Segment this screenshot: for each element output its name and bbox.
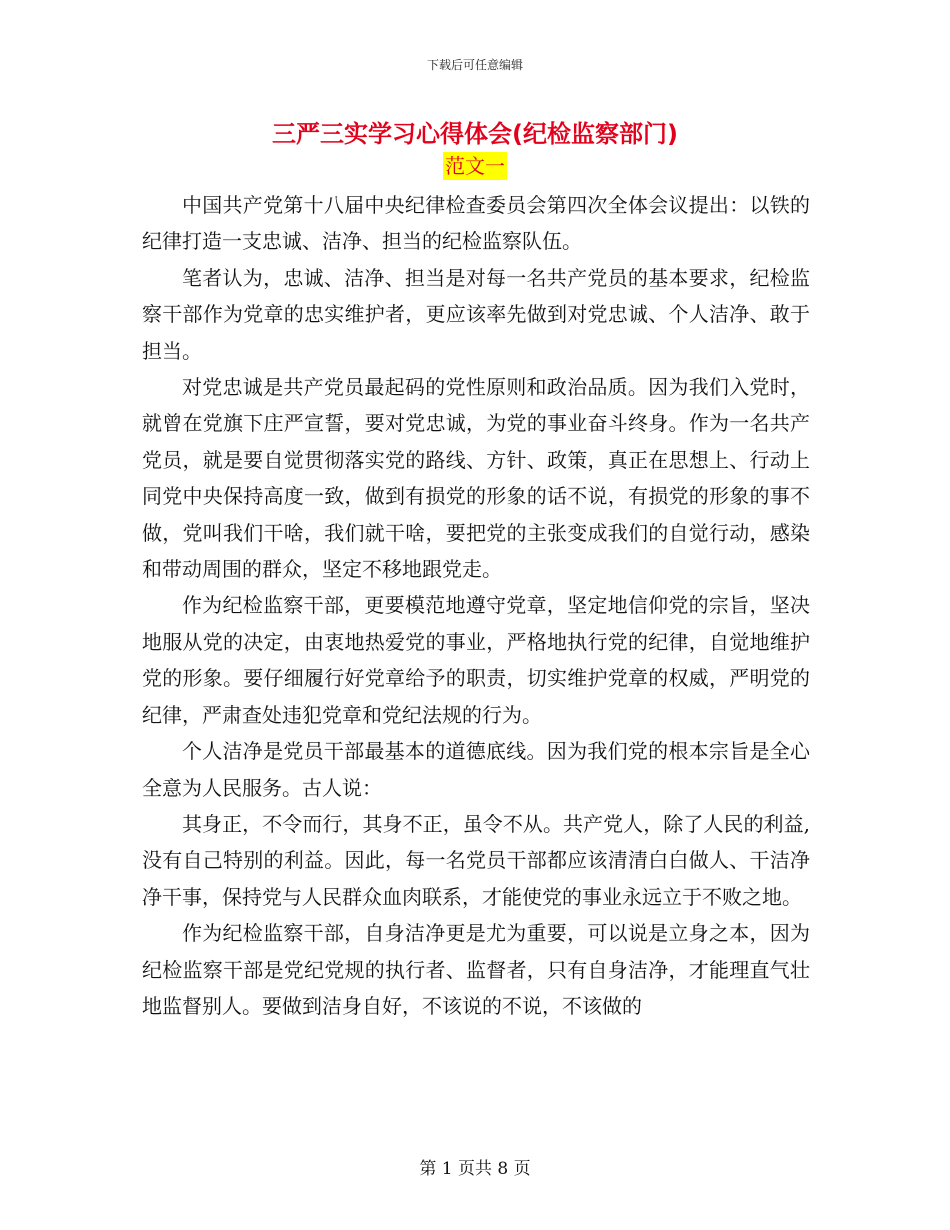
page-header-note: 下载后可任意编辑 <box>426 58 523 72</box>
paragraph-2: 笔者认为，忠诚、洁净、担当是对每一名共产党员的基本要求，纪检监察干部作为党章的忠实维护者，更应该率先做到对党忠诚、个人洁净、敢于担当。 <box>142 265 810 363</box>
page-number-footer: 第 1 页共 8 页 <box>419 1159 531 1179</box>
paragraph-5: 个人洁净是党员干部最基本的道德底线。因为我们党的根本宗旨是全心全意为人民服务。古人说： <box>142 739 810 800</box>
subtitle-container <box>0 152 950 180</box>
paragraph-6: 其身正，不令而行，其身不正，虽令不从。共产党人，除了人民的利益,没有自己特别的利益。因此，每一名党员干部都应该清清白白做人、干洁净净干事，保持党与人民群众血肉联系，才能使党的事业永远立于不败之地。 <box>142 811 810 909</box>
document-body <box>142 187 810 1024</box>
document-title: 三严三实学习心得体会(纪检监察部门) <box>272 120 678 148</box>
document-subtitle: 范文一 <box>445 154 505 178</box>
paragraph-4: 作为纪检监察干部，更要模范地遵守党章，坚定地信仰党的宗旨，坚决地服从党的决定，由衷地热爱党的事业，严格地执行党的纪律，自觉地维护党的形象。要仔细履行好党章给予的职责，切实维护党章的权威，严明党的纪律，严肃查处违犯党章和党纪法规的行为。 <box>142 593 810 727</box>
paragraph-1: 中国共产党第十八届中央纪律检查委员会第四次全体会议提出：以铁的纪律打造一支忠诚、洁净、担当的纪检监察队伍。 <box>142 193 810 254</box>
paragraph-3: 对党忠诚是共产党员最起码的党性原则和政治品质。因为我们入党时，就曾在党旗下庄严宣誓，要对党忠诚，为党的事业奋斗终身。作为一名共产党员，就是要自觉贯彻落实党的路线、方针、政策，真正在思想上、行动上同党中央保持高度一致，做到有损党的形象的话不说，有损党的形象的事不做，党叫我们干啥，我们就干啥，要把党的主张变成我们的自觉行动，感染和带动周围的群众，坚定不移地跟党走。 <box>142 375 810 582</box>
paragraph-7: 作为纪检监察干部，自身洁净更是尤为重要，可以说是立身之本，因为纪检监察干部是党纪党规的执行者、监督者，只有自身洁净，才能理直气壮地监督别人。要做到洁身自好，不该说的不说，不该做的 <box>142 921 810 1018</box>
